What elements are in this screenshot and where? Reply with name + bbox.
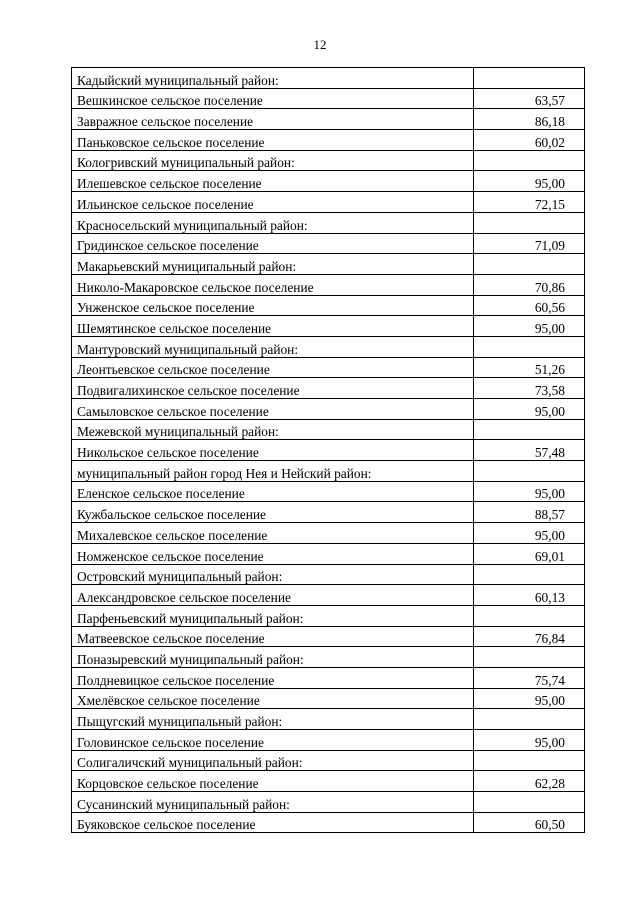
value-cell: 62,28 [474,771,585,792]
district-name-cell: Мантуровский муниципальный район: [72,336,474,357]
page-number: 12 [313,37,327,52]
district-header-row [72,254,585,275]
value-cell: 70,86 [474,274,585,295]
settlement-row [72,88,585,109]
settlement-row [72,440,585,461]
value-cell: 86,18 [474,109,585,130]
district-name-cell: Солигаличский муниципальный район: [72,750,474,771]
settlement-row [72,357,585,378]
district-name-cell: Поназыревский муниципальный район: [72,647,474,668]
district-name-cell: Кадыйский муниципальный район: [72,68,474,89]
settlement-name-cell: Подвигалихинское сельское поселение [72,378,474,399]
district-header-row [72,212,585,233]
district-header-row [72,461,585,482]
settlement-row [72,399,585,420]
district-header-row [72,150,585,171]
district-header-row [72,419,585,440]
district-header-row [72,750,585,771]
settlement-row [72,171,585,192]
settlement-row [72,481,585,502]
settlement-name-cell: Гридинское сельское поселение [72,233,474,254]
settlement-row [72,316,585,337]
value-cell [474,212,585,233]
district-name-cell: муниципальный район город Нея и Нейский район: [72,461,474,482]
settlement-name-cell: Корцовское сельское поселение [72,771,474,792]
settlement-name-cell: Хмелёвское сельское поселение [72,688,474,709]
value-cell [474,709,585,730]
value-cell: 60,02 [474,130,585,151]
district-header-row [72,605,585,626]
value-cell: 95,00 [474,399,585,420]
value-cell: 60,50 [474,812,585,833]
settlement-row [72,502,585,523]
settlement-name-cell: Александровское сельское поселение [72,585,474,606]
value-cell: 95,00 [474,688,585,709]
value-cell: 76,84 [474,626,585,647]
district-name-cell: Пыщугский муниципальный район: [72,709,474,730]
district-header-row [72,709,585,730]
settlement-row [72,730,585,751]
value-cell: 73,58 [474,378,585,399]
value-cell: 88,57 [474,502,585,523]
settlement-row [72,667,585,688]
settlement-name-cell: Ильинское сельское поселение [72,192,474,213]
value-cell [474,647,585,668]
district-name-cell: Красносельский муниципальный район: [72,212,474,233]
settlement-name-cell: Полдневицкое сельское поселение [72,667,474,688]
settlement-row [72,295,585,316]
value-cell [474,150,585,171]
settlement-name-cell: Головинское сельское поселение [72,730,474,751]
settlement-name-cell: Номженское сельское поселение [72,543,474,564]
district-header-row [72,564,585,585]
settlement-row [72,771,585,792]
value-cell: 63,57 [474,88,585,109]
settlement-name-cell: Завражное сельское поселение [72,109,474,130]
value-cell: 51,26 [474,357,585,378]
settlement-row [72,378,585,399]
value-cell: 57,48 [474,440,585,461]
settlement-row [72,523,585,544]
settlement-row [72,274,585,295]
settlement-name-cell: Кужбальское сельское поселение [72,502,474,523]
allocation-table [71,67,585,833]
district-name-cell: Сусанинский муниципальный район: [72,792,474,813]
value-cell: 95,00 [474,523,585,544]
value-cell: 71,09 [474,233,585,254]
settlement-row [72,688,585,709]
value-cell: 69,01 [474,543,585,564]
district-name-cell: Межевской муниципальный район: [72,419,474,440]
value-cell: 60,13 [474,585,585,606]
value-cell [474,336,585,357]
value-cell [474,564,585,585]
value-cell [474,461,585,482]
settlement-name-cell: Михалевское сельское поселение [72,523,474,544]
district-name-cell: Островский муниципальный район: [72,564,474,585]
settlement-name-cell: Буяковское сельское поселение [72,812,474,833]
district-name-cell: Парфеньевский муниципальный район: [72,605,474,626]
settlement-row [72,626,585,647]
settlement-name-cell: Никольское сельское поселение [72,440,474,461]
value-cell [474,419,585,440]
settlement-row [72,109,585,130]
district-header-row [72,647,585,668]
value-cell: 95,00 [474,481,585,502]
district-name-cell: Макарьевский муниципальный район: [72,254,474,275]
district-name-cell: Кологривский муниципальный район: [72,150,474,171]
settlement-name-cell: Шемятинское сельское поселение [72,316,474,337]
value-cell: 95,00 [474,171,585,192]
settlement-name-cell: Еленское сельское поселение [72,481,474,502]
district-header-row [72,68,585,89]
settlement-name-cell: Леонтьевское сельское поселение [72,357,474,378]
value-cell [474,254,585,275]
value-cell [474,750,585,771]
settlement-name-cell: Николо-Макаровское сельское поселение [72,274,474,295]
value-cell [474,68,585,89]
settlement-name-cell: Вешкинское сельское поселение [72,88,474,109]
settlement-row [72,130,585,151]
value-cell: 95,00 [474,316,585,337]
value-cell: 95,00 [474,730,585,751]
settlement-row [72,585,585,606]
value-cell [474,605,585,626]
district-header-row [72,336,585,357]
settlement-row [72,812,585,833]
settlement-row [72,233,585,254]
value-cell: 60,56 [474,295,585,316]
settlement-name-cell: Самыловское сельское поселение [72,399,474,420]
value-cell [474,792,585,813]
value-cell: 72,15 [474,192,585,213]
settlement-name-cell: Паньковское сельское поселение [72,130,474,151]
settlement-name-cell: Илешевское сельское поселение [72,171,474,192]
settlement-row [72,543,585,564]
district-header-row [72,792,585,813]
table-body [72,68,585,833]
settlement-name-cell: Унженское сельское поселение [72,295,474,316]
settlement-row [72,192,585,213]
value-cell: 75,74 [474,667,585,688]
settlement-name-cell: Матвеевское сельское поселение [72,626,474,647]
